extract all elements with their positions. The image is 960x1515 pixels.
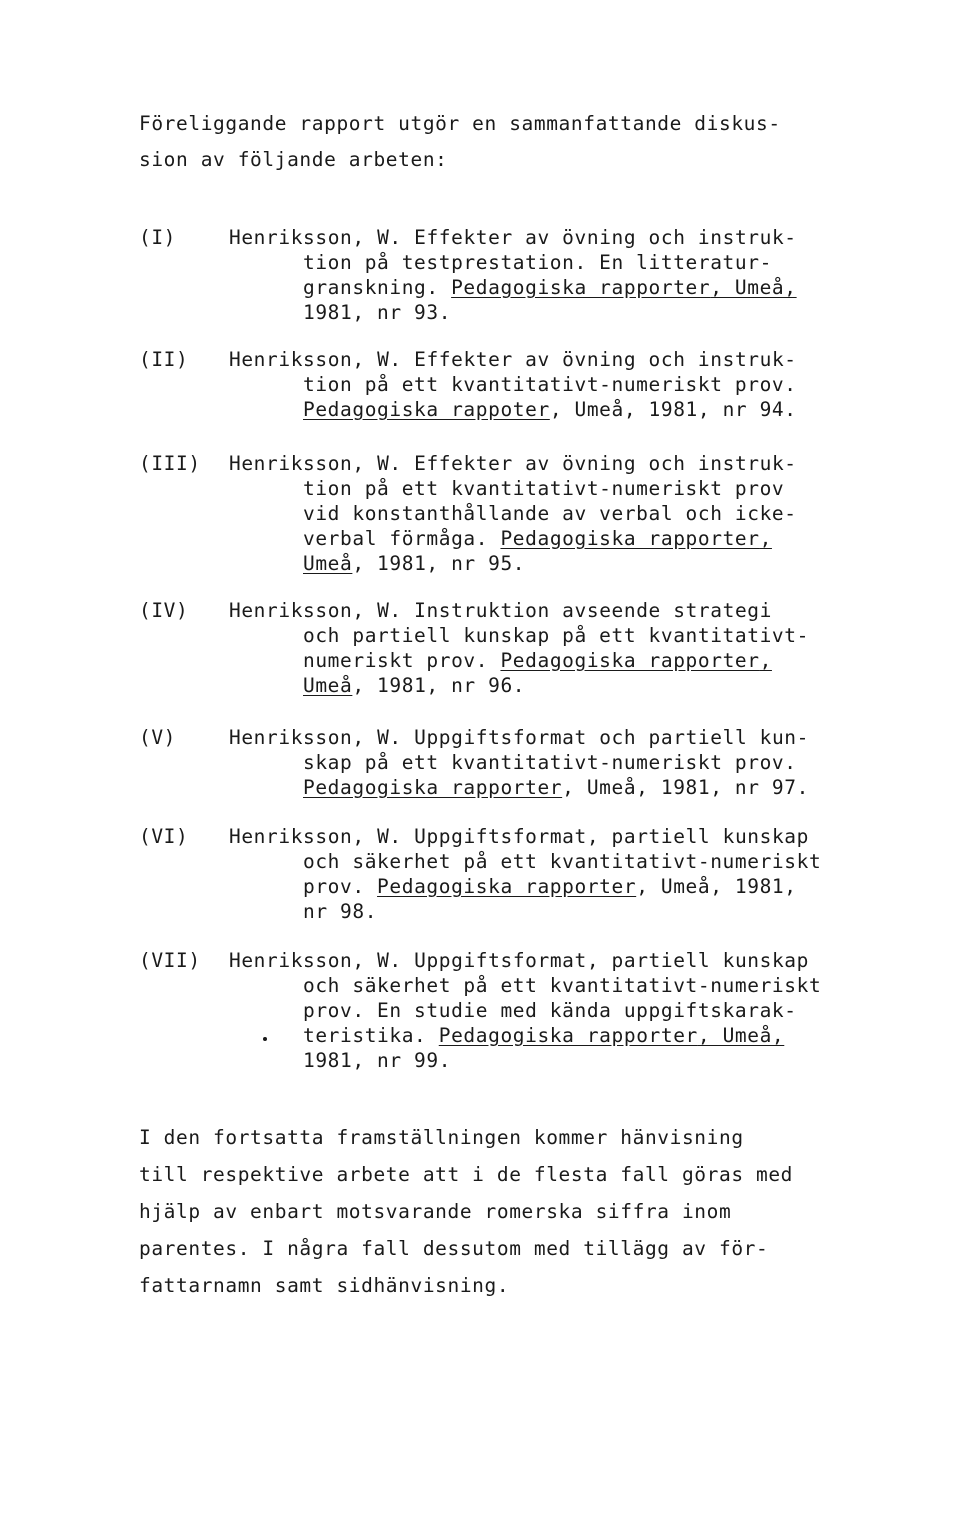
closing-line-3: hjälp av enbart motsvarande romerska siffra inom [139, 1200, 732, 1223]
ref-iv-line-4 [303, 673, 525, 698]
intro-line-1: Föreliggande rapport utgör en sammanfattande diskus- [139, 112, 781, 135]
closing-line-2: till respektive arbete att i de flesta fall göras med [139, 1163, 794, 1186]
ref-text: , [759, 649, 772, 672]
ref-label-iv: (IV) [139, 599, 189, 622]
journal-title: Pedagogiska rapporter [500, 649, 760, 672]
ref-iv-line-2: och partiell kunskap på ett kvantitativt- [303, 624, 809, 647]
ref-label-vi: (VI) [139, 825, 189, 848]
ref-text: granskning. [303, 276, 452, 299]
ref-text: , 1981, nr 95. [352, 552, 526, 575]
ref-text: , 1981, nr 96. [352, 674, 526, 697]
journal-title: Pedagogiska rapporter [451, 276, 711, 299]
ref-vii-line-3: prov. En studie med kända uppgiftskarak- [303, 999, 797, 1022]
ref-label-iii: (III) [139, 452, 201, 475]
journal-title: Pedagogiska rapporter [303, 776, 563, 799]
ref-vi-line-4: nr 98. [303, 900, 378, 923]
ref-iii-line-2: tion på ett kvantitativt-numeriskt prov [303, 477, 785, 500]
ref-text: teristika. [303, 1024, 439, 1047]
ref-label-v: (V) [139, 726, 177, 749]
ref-vii-line-1: Henriksson, W. Uppgiftsformat, partiell kunskap [229, 949, 809, 972]
closing-line-5: fattarnamn samt sidhänvisning. [139, 1274, 510, 1297]
ref-i-line-1: Henriksson, W. Effekter av övning och instruk- [229, 226, 797, 249]
intro-line-2: sion av följande arbeten: [139, 148, 448, 171]
ref-iii-line-5 [303, 551, 525, 576]
ref-ii-line-3 [303, 397, 797, 422]
closing-line-1: I den fortsatta framställningen kommer hänvisning [139, 1126, 744, 1149]
ref-i-line-4: 1981, nr 93. [303, 301, 452, 324]
ref-iv-line-1: Henriksson, W. Instruktion avseende strategi [229, 599, 772, 622]
ref-v-line-1: Henriksson, W. Uppgiftsformat och partiell kun- [229, 726, 809, 749]
journal-title: Pedagogiska rapporter [500, 527, 760, 550]
ref-iii-line-4 [303, 526, 772, 551]
ref-text: Umeå [303, 552, 353, 575]
ref-vii-line-4 [303, 1023, 784, 1048]
ref-ii-line-2: tion på ett kvantitativt-numeriskt prov. [303, 373, 797, 396]
ref-iv-line-3 [303, 648, 772, 673]
journal-title: Pedagogiska rappoter [303, 398, 550, 421]
ref-text: Umeå [303, 674, 353, 697]
ref-iii-line-3: vid konstanthållande av verbal och icke- [303, 502, 797, 525]
ref-text: , Umeå, [710, 276, 797, 299]
ref-text: numeriskt prov. [303, 649, 501, 672]
ref-text: verbal förmåga. [303, 527, 501, 550]
ref-text: , Umeå, 1981, nr 94. [549, 398, 797, 421]
journal-title: Pedagogiska rapporter [438, 1024, 698, 1047]
ref-text: , Umeå, 1981, [636, 875, 797, 898]
ref-label-ii: (II) [139, 348, 189, 371]
ref-vii-line-5: 1981, nr 99. [303, 1049, 452, 1072]
journal-title: Pedagogiska rapporter [377, 875, 637, 898]
ref-v-line-3 [303, 775, 809, 800]
ref-text: , [759, 527, 772, 550]
ref-iii-line-1: Henriksson, W. Effekter av övning och instruk- [229, 452, 797, 475]
closing-line-4: parentes. I några fall dessutom med tillägg av för- [139, 1237, 769, 1260]
ref-vi-line-2: och säkerhet på ett kvantitativt-numeriskt [303, 850, 822, 873]
ref-vi-line-1: Henriksson, W. Uppgiftsformat, partiell kunskap [229, 825, 809, 848]
ref-ii-line-1: Henriksson, W. Effekter av övning och instruk- [229, 348, 797, 371]
ref-text: , Umeå, [697, 1024, 785, 1047]
ref-text: , Umeå, 1981, nr 97. [562, 776, 809, 799]
ref-text: prov. [303, 875, 378, 898]
ref-label-vii: (VII) [139, 949, 201, 972]
stray-mark [263, 1037, 267, 1041]
ref-vii-line-2: och säkerhet på ett kvantitativt-numeriskt [303, 974, 822, 997]
ref-label-i: (I) [139, 226, 177, 249]
ref-vi-line-3 [303, 874, 797, 899]
ref-i-line-3 [303, 275, 797, 300]
ref-v-line-2: skap på ett kvantitativt-numeriskt prov. [303, 751, 797, 774]
ref-i-line-2: tion på testprestation. En litteratur- [303, 251, 772, 274]
